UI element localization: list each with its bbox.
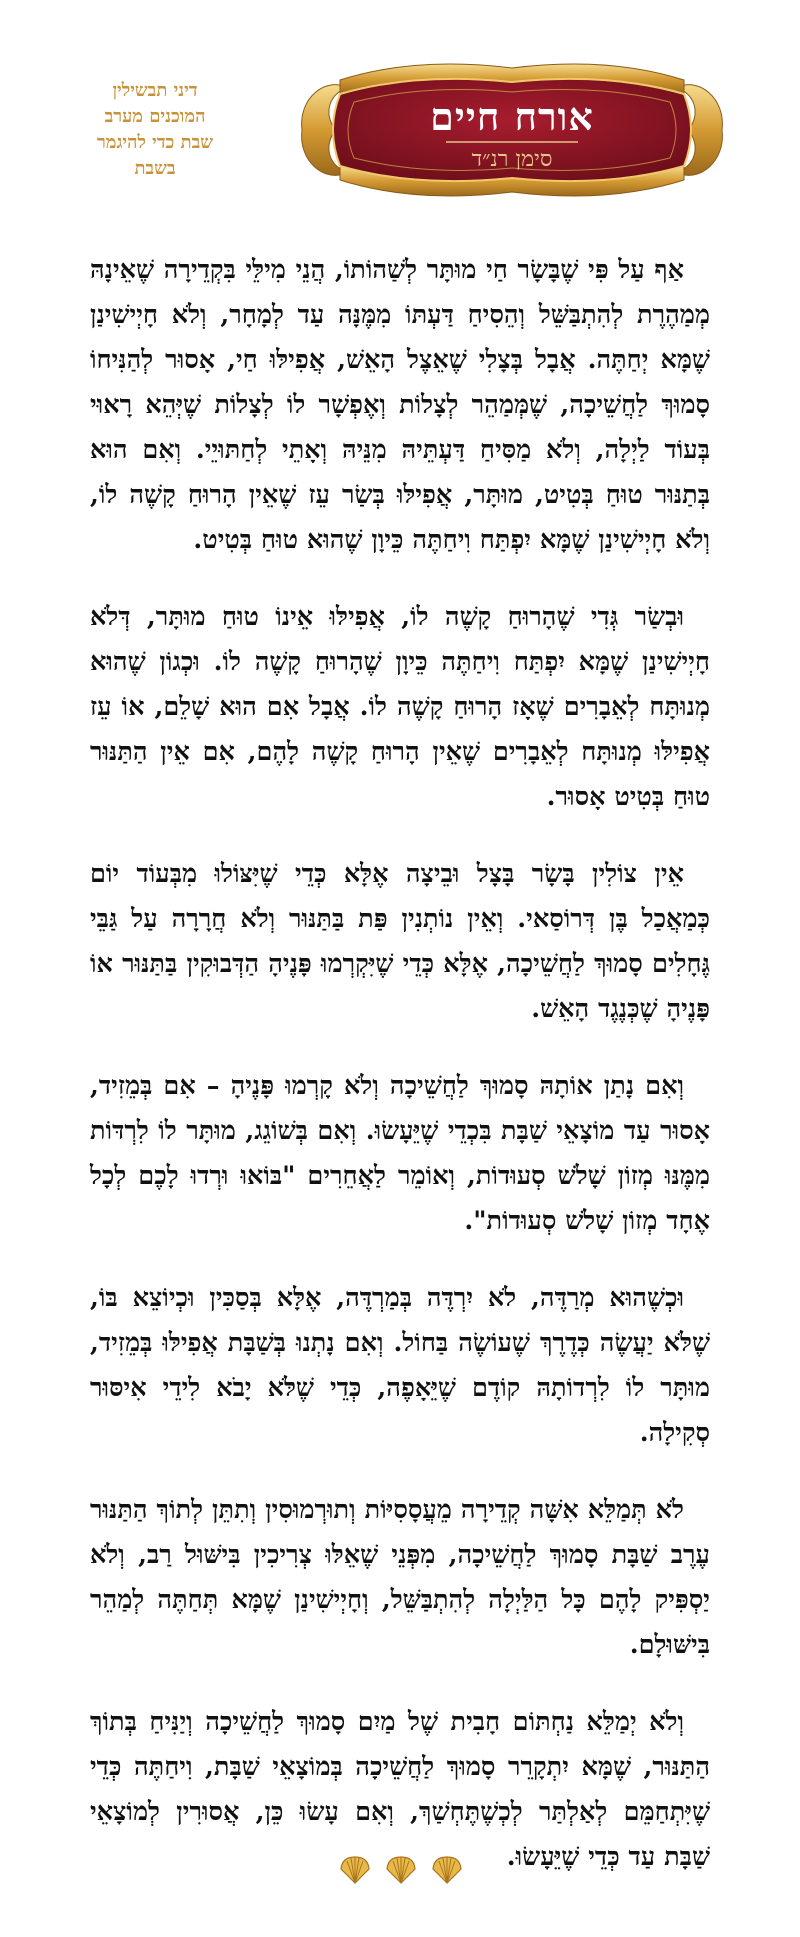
page-header [0, 0, 800, 200]
topic-note-line: שבת כדי להיגמר [96, 132, 214, 153]
paragraph: וְלֹא יְמַלֵּא נַחְתּוֹם חָבִית שֶׁל מַיִם סָמוּךְ לַחֲשֵׁיכָה וְיַנִּיחַ בְּתוֹךְ הַתַּנּוּר, שֶׁמָּא יִתְקָרֵר סָמוּךְ לַחֲשֵׁיכָה בְּמוֹצָאֵי שַׁבָּת, וִיחַתֶּה כְּדֵי שֶׁיִּתְחַמֵּם לְאַלְתַּר לְכְשֶׁתֶּחְשַׁךְ, וְאִם עָשׂוּ כֵּן, אֲסוּרִין לְמוֹצָאֵי שַׁבָּת עַד כְּדֵי שֶׁיֵּעָשׂוּ. [90, 1707, 710, 1872]
section-subtitle: סימן רנ״ד [471, 147, 553, 172]
paragraph: אַף עַל פִּי שֶׁבָּשָׂר חַי מוּתָּר לְשַׁהוֹתוֹ, הֲנֵי מִילֵּי בִּקְדֵירָה שֶׁאֵינָהּ מְמַהֶרֶת לְהִתְבַּשֵּׁל וְהֵסִיחַ דַּעְתּוֹ מִמֶּנָּה עַד לְמָחָר, וְלֹא חָיְישִׁינַן שֶׁמָּא יְחַתֶּה. אֲבָל בְּצָלִי שֶׁאֵצֶל הָאֵשׁ, אֲפִילּוּ חַי, אָסוּר לְהַנִּיחוֹ סָמוּךְ לַחֲשֵׁיכָה, שֶׁמְּמַהֵר לְצָלוֹת וְאֶפְשָׁר לוֹ לְצָלוֹת שֶׁיְּהֵא רָאוּי בְּעוֹד לַיְלָה, וְלֹא מַסִּיחַ דַּעְתֵּיהּ מִנֵּיהּ וְאָתֵי לְחַתּוּיֵי. וְאִם הוּא בְּתַנּוּר טוּחַ בְּטִיט, מוּתָּר, אֲפִילּוּ בְּשַׂר עֵז שֶׁאֵין הָרוּחַ קָשֶׁה לוֹ, וְלֹא חָיְישִׁינַן שֶׁמָּא יִפְתַּח וִיחַתֶּה כֵּיוָן שֶׁהוּא טוּחַ בְּטִיט. [90, 255, 710, 555]
halacha-text [90, 248, 710, 1912]
topic-note [60, 78, 250, 182]
shell-icon [384, 1855, 418, 1885]
paragraph: וְאִם נָתַן אוֹתָהּ סָמוּךְ לַחֲשֵׁיכָה וְלֹא קָרְמוּ פָּנֶיהָ – אִם בְּמֵזִיד, אָסוּר עַד מוֹצָאֵי שַׁבָּת בִּכְדֵי שֶׁיֵּעָשׂוּ. וְאִם בְּשׁוֹגֵג, מוּתָּר לוֹ לִרְדּוֹת מִמֶּנּוּ מְזוֹן שָׁלֹשׁ סְעוּדוֹת, וְאוֹמֵר לַאֲחֵרִים "בּוֹאוּ וּרְדוּ לָכֶם לְכָל אֶחָד מְזוֹן שָׁלֹשׁ סְעוּדוֹת". [90, 1071, 710, 1236]
shell-icon [338, 1855, 372, 1885]
paragraph: אֵין צוֹלִין בָּשָׂר בָּצָל וּבֵיצָה אֶלָּא כְּדֵי שֶׁיִּצּוֹלוּ מִבְּעוֹד יוֹם כְּמַאֲכַל בֶּן דְּרוֹסַאי. וְאֵין נוֹתְנִין פַּת בַּתַּנּוּר וְלֹא חֲרָרָה עַל גַּבֵּי גֶּחָלִים סָמוּךְ לַחֲשֵׁיכָה, אֶלָּא כְּדֵי שֶׁיִּקְרְמוּ פָּנֶיהָ הַדְּבוּקִין בַּתַּנּוּר אוֹ פָּנֶיהָ שֶׁכְּנֶגֶד הָאֵשׁ. [90, 859, 710, 1024]
footer-ornament [0, 1855, 800, 1895]
topic-note-line: בשבת [134, 158, 176, 179]
shell-icon [430, 1855, 464, 1885]
topic-note-line: דיני תבשילין [112, 80, 198, 101]
section-title: אורח חיים [430, 94, 594, 139]
topic-note-line: המוכנים מערב [104, 106, 206, 127]
paragraph: לֹא תְּמַלֵּא אִשָּׁה קְדֵירָה מֵעֲסָסִיּוֹת וְתוּרְמוּסִין וְתִתֵּן לְתוֹךְ הַתַּנּוּר עֶרֶב שַׁבָּת סָמוּךְ לַחֲשֵׁיכָה, מִפְּנֵי שֶׁאֵלּוּ צְרִיכִין בִּישּׁוּל רַב, וְלֹא יַסְפִּיק לָהֶם כָּל הַלַּיְלָה לְהִתְבַּשֵּׁל, וְחָיְישִׁינַן שֶׁמָּא תְּחַתֶּה לְמַהֵר בִּישּׁוּלָם. [90, 1495, 710, 1660]
paragraph: וּבְשַׂר גְּדִי שֶׁהָרוּחַ קָשֶׁה לוֹ, אֲפִילּוּ אֵינוֹ טוּחַ מוּתָּר, דְּלֹא חָיְישִׁינַן שֶׁמָּא יִפְתַּח וִיחַתֶּה כֵּיוָן שֶׁהָרוּחַ קָשֶׁה לוֹ. וּכְגוֹן שֶׁהוּא מְנוּתָּח לְאֵבָרִים שֶׁאָז הָרוּחַ קָשֶׁה לוֹ. אֲבָל אִם הוּא שָׁלֵם, אוֹ עֵז אֲפִילּוּ מְנוּתָּח לְאֵבָרִים שֶׁאֵין הָרוּחַ קָשֶׁה לָהֶם, אִם אֵין הַתַּנּוּר טוּחַ בְּטִיט אָסוּר. [90, 602, 710, 812]
title-banner [296, 58, 728, 202]
paragraph: וּכְשֶׁהוּא מְרַדֶּה, לֹא יִרְדֶּה בְּמַרְדֶּה, אֶלָּא בְּסַכִּין וּכְיוֹצֵא בּוֹ, שֶׁלֹּא יַעֲשֶׂה כְּדֶרֶךְ שֶׁעוֹשֶׂה בַּחוֹל. וְאִם נָתְנוּ בְּשַׁבָּת אֲפִילּוּ בְּמֵזִיד, מוּתָּר לוֹ לִרְדוֹתָהּ קוֹדֶם שֶׁיֵּאָפֶה, כְּדֵי שֶׁלֹּא יָבֹא לִידֵי אִיסּוּר סְקִילָה. [90, 1283, 710, 1448]
